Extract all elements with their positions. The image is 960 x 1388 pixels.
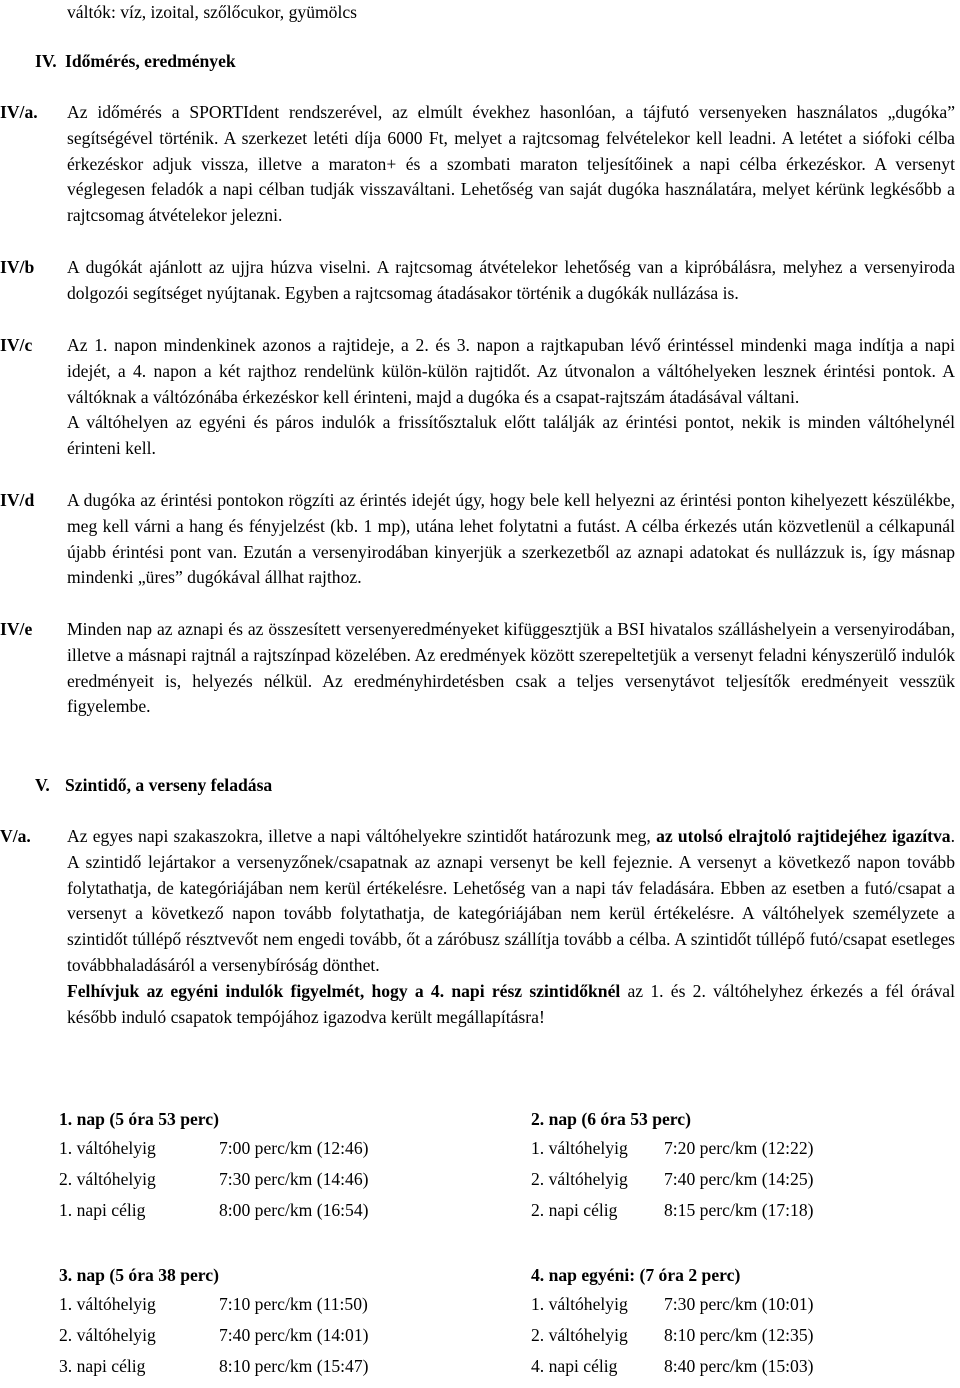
schedule-row	[531, 1133, 814, 1164]
pace: 7:30 perc/km (14:46)	[219, 1168, 369, 1189]
checkpoint: 1. váltóhelyig	[59, 1293, 156, 1314]
bold-run: az utolsó elrajtoló rajtidejéhez igazítva	[656, 826, 951, 846]
checkpoint: 1. váltóhelyig	[531, 1137, 628, 1158]
pace: 7:00 perc/km (12:46)	[219, 1137, 369, 1158]
section-title: Szintidő, a verseny feladása	[65, 775, 273, 795]
checkpoint: 2. váltóhelyig	[59, 1324, 156, 1345]
checkpoint: 2. váltóhelyig	[531, 1168, 628, 1189]
schedule-title: 3. nap (5 óra 38 perc)	[59, 1265, 219, 1285]
paragraph: A dugókát ajánlott az ujjra húzva viselni. A rajtcsomag átvételekor lehetőség van a kipróbálásra, melyhez a versenyiroda dolgozói segítséget nyújtanak. Egyben a rajtcsomag átadásakor történik a dugókák nullázása is.	[67, 257, 955, 303]
section-number: V.	[35, 775, 50, 795]
schedule-row	[531, 1164, 814, 1195]
schedule-day-4	[531, 1263, 814, 1382]
pace: 8:15 perc/km (17:18)	[664, 1199, 814, 1220]
item-text	[67, 488, 955, 591]
item-label: IV/c	[0, 335, 33, 355]
section-title: Időmérés, eredmények	[65, 51, 236, 71]
paragraph	[67, 979, 955, 1031]
item-text	[67, 617, 955, 720]
schedule-row	[59, 1351, 369, 1382]
item-text	[67, 824, 955, 1030]
section-iv-heading	[35, 49, 236, 75]
pace: 7:20 perc/km (12:22)	[664, 1137, 814, 1158]
schedule-row	[531, 1320, 814, 1351]
schedule-row	[59, 1195, 369, 1226]
text-run: Az egyes napi szakaszokra, illetve a napi váltóhelyekre szintidőt határozunk meg,	[67, 826, 651, 846]
schedule-row	[531, 1351, 814, 1382]
schedule-day-3	[59, 1263, 369, 1382]
checkpoint: 2. váltóhelyig	[59, 1168, 156, 1189]
item-text	[67, 333, 955, 462]
pace: 8:10 perc/km (15:47)	[219, 1355, 369, 1376]
schedule-row	[531, 1195, 814, 1226]
item-label: IV/a.	[0, 102, 38, 122]
checkpoint: 3. napi célig	[59, 1355, 146, 1376]
pace: 8:10 perc/km (12:35)	[664, 1324, 814, 1345]
top-line: váltók: víz, izoital, szőlőcukor, gyümölcs	[67, 2, 358, 22]
item-label: V/a.	[0, 826, 31, 846]
schedule-title: 2. nap (6 óra 53 perc)	[531, 1109, 691, 1129]
paragraph: Az 1. napon mindenkinek azonos a rajtideje, a 2. és 3. napon a rajtkapuban lévő érintéssel mindenki maga indítja a napi idejét, a 4. napon a két rajthoz rendelünk külön-külön rajtidőt. Az útvonalon a váltóhelyeken lesznek érintési pontok. A váltóknak a váltózónába érkezéskor kell érinteni, majd a dugóka és a csapat-rajtszám átadásával váltani.	[67, 335, 955, 407]
section-v-heading	[35, 773, 272, 799]
item-label: IV/e	[0, 619, 33, 639]
pace: 7:10 perc/km (11:50)	[219, 1293, 368, 1314]
item-label: IV/b	[0, 257, 35, 277]
schedule-row	[531, 1289, 814, 1320]
pace: 8:00 perc/km (16:54)	[219, 1199, 369, 1220]
checkpoint: 1. váltóhelyig	[531, 1293, 628, 1314]
section-number: IV.	[35, 51, 57, 71]
schedule-row	[59, 1289, 369, 1320]
paragraph	[67, 824, 955, 979]
checkpoint: 1. váltóhelyig	[59, 1137, 156, 1158]
checkpoint: 1. napi célig	[59, 1199, 146, 1220]
schedule-row	[59, 1133, 369, 1164]
schedule-title: 4. nap egyéni: (7 óra 2 perc)	[531, 1265, 741, 1285]
pace: 7:40 perc/km (14:25)	[664, 1168, 814, 1189]
checkpoint: 4. napi célig	[531, 1355, 618, 1376]
text-run: . A szintidő lejártakor a versenyzőnek/csapatnak az aznapi versenyt be kell fejeznie. A versenyt a következő napon tovább folytathatja, de kategóriájában nem kerül értékelésre. Lehetőség van a napi táv feladására. Ebben az esetben a futó/csapat a versenyt a következő napon tovább folytathatja, de kategóriájában nem kerül értékelésre. A váltóhelyek személyzete a szintidőt túllépő résztvevőt nem engedi tovább, őt a záróbusz szállítja tovább a célba. A szintidőt túllépő futó/csapat esetleges továbbhaladásáról a versenybíróság dönthet.	[67, 826, 955, 975]
pace: 8:40 perc/km (15:03)	[664, 1355, 814, 1376]
checkpoint: 2. napi célig	[531, 1199, 618, 1220]
schedule-day-1	[59, 1107, 369, 1226]
schedule-day-2	[531, 1107, 814, 1226]
paragraph: A dugóka az érintési pontokon rögzíti az érintés idejét úgy, hogy bele kell helyezni az érintési ponton kihelyezett készülékbe, meg kell várni a hang és fényjelzést (kb. 1 mp), utána lehet folytatni a futást. A célba érkezés után közvetlenül a célkapunál újabb érintési pont van. Ezután a versenyirodában kinyerjük a szerkezetből az aznapi adatokat és nullázzuk is, így másnap mindenki „üres” dugókával állhat rajthoz.	[67, 490, 955, 588]
paragraph: A váltóhelyen az egyéni és páros indulók a frissítősztaluk előtt találják az érintési pontot, nekik is minden váltóhelynél érinteni kell.	[67, 412, 955, 459]
paragraph: Az időmérés a SPORTIdent rendszerével, az elmúlt évekhez hasonlóan, a tájfutó versenyeken használatos „dugóka” segítségével történik. A szerkezet letéti díja 6000 Ft, melyet a rajtcsomag felvételekor kell leadni. A letétet a siófoki célba érkezéskor adjuk vissza, illetve a maraton+ és a szombati maraton teljesítőinek a napi célba érkezéskor. A versenyt véglegesen feladók a napi célban tudják visszaváltani. Lehetőség van saját dugóka használatára, melyet kérünk legkésőbb a rajtcsomag átvételekor jelezni.	[67, 102, 955, 226]
item-text	[67, 100, 955, 229]
pace: 7:30 perc/km (10:01)	[664, 1293, 814, 1314]
bold-run: Felhívjuk az egyéni indulók figyelmét, hogy a 4. napi rész szintidőknél	[67, 980, 621, 1001]
pace: 7:40 perc/km (14:01)	[219, 1324, 369, 1345]
paragraph: Minden nap az aznapi és az összesített versenyeredményeket kifüggesztjük a BSI hivatalos szálláshelyein a versenyirodában, illetve a másnapi rajtnál a rajtszínpad közelében. Az eredmények között szerepeltetjük a versenyt feladni kényszerülő indulók eredményeit is, helyezés nélkül. Az eredményhirdetésben csak a teljes versenytávot teljesítők eredményeit vesszük figyelembe.	[67, 619, 955, 717]
schedule-row	[59, 1320, 369, 1351]
text-run: az 1. és 2. váltóhelyhez érkezés a fél órával később induló csapatok tempójához igazodva került megállapításra!	[67, 980, 955, 1027]
checkpoint: 2. váltóhelyig	[531, 1324, 628, 1345]
schedule-title: 1. nap (5 óra 53 perc)	[59, 1109, 219, 1129]
item-label: IV/d	[0, 490, 35, 510]
item-text	[67, 255, 955, 307]
schedule-row	[59, 1164, 369, 1195]
